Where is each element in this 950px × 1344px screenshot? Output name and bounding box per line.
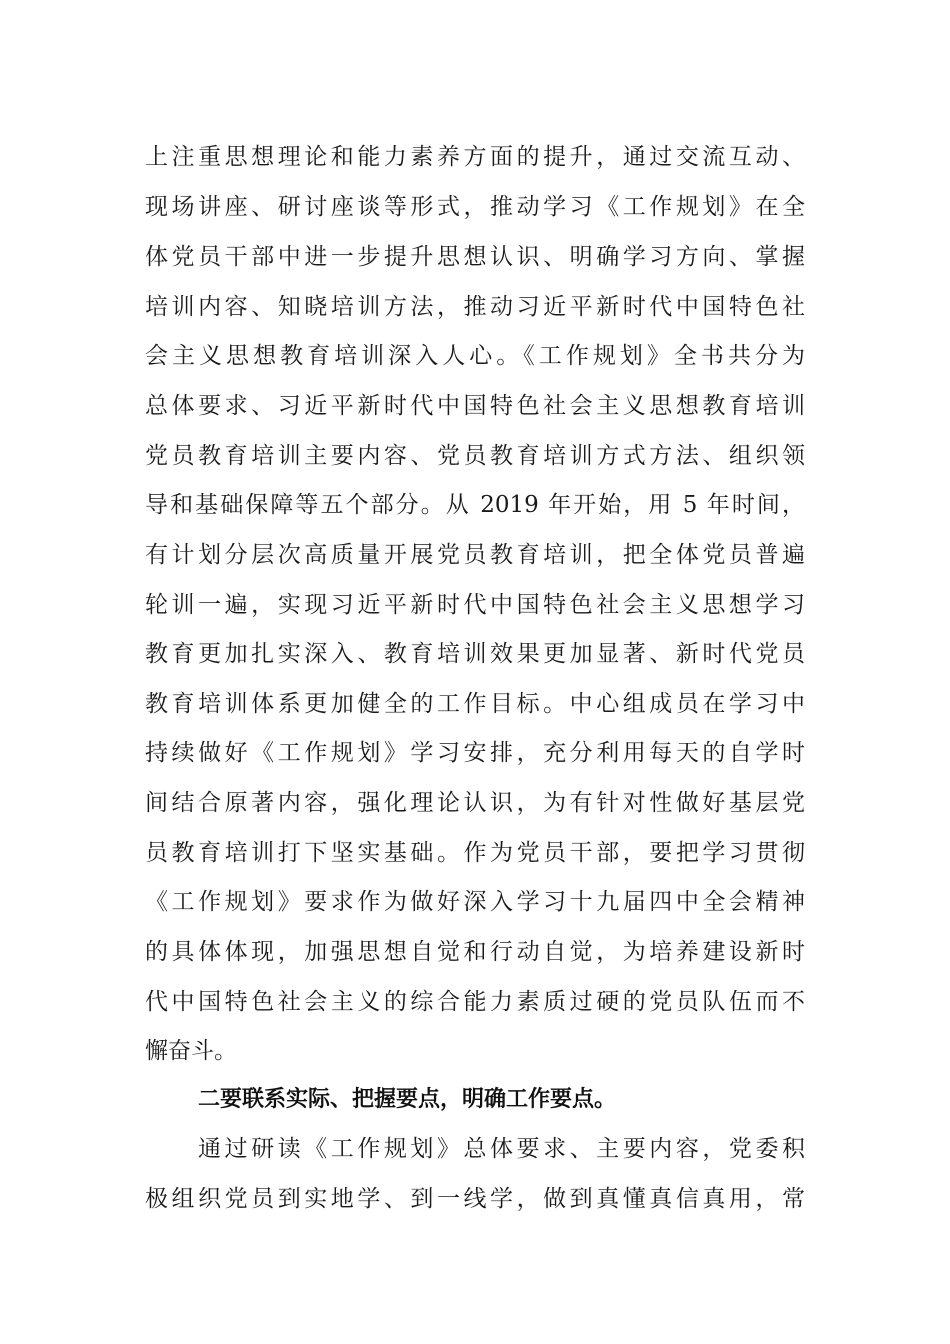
- body-text-line: 教育更加扎实深入、教育培训效果更加显著、新时代党员: [145, 641, 805, 667]
- body-text-line: 体党员干部中进一步提升思想认识、明确学习方向、掌握: [145, 244, 805, 270]
- body-text-line: 懈奋斗。: [145, 1038, 237, 1064]
- body-text-line: 员教育培训打下坚实基础。作为党员干部，要把学习贯彻: [145, 840, 805, 866]
- body-text-line: 党员教育培训主要内容、党员教育培训方式方法、组织领: [145, 443, 805, 469]
- body-text-line: 通过研读《工作规划》总体要求、主要内容，党委积: [198, 1136, 805, 1162]
- body-text-line: 《工作规划》要求作为做好深入学习十九届四中全会精神: [145, 889, 805, 915]
- body-text-line: 有计划分层次高质量开展党员教育培训，把全体党员普遍: [145, 542, 805, 568]
- body-text-line: 的具体体现，加强思想自觉和行动自觉，为培养建设新时: [145, 939, 805, 965]
- body-text-line: 轮训一遍，实现习近平新时代中国特色社会主义思想学习: [145, 592, 805, 618]
- body-text-line: 上注重思想理论和能力素养方面的提升，通过交流互动、: [145, 144, 805, 170]
- body-text-line: 间结合原著内容，强化理论认识，为有针对性做好基层党: [145, 790, 805, 816]
- body-text-line: 会主义思想教育培训深入人心。《工作规划》全书共分为: [145, 343, 805, 369]
- body-text-line: 极组织党员到实地学、到一线学，做到真懂真信真用，常: [145, 1186, 805, 1212]
- body-text-line: 导和基础保障等五个部分。从 2019 年开始，用 5 年时间，: [145, 492, 805, 518]
- body-text-line: 培训内容、知晓培训方法，推动习近平新时代中国特色社: [145, 294, 805, 320]
- section-heading: 二要联系实际、把握要点，明确工作要点。: [198, 1087, 617, 1112]
- body-text-line: 持续做好《工作规划》学习安排，充分利用每天的自学时: [145, 740, 805, 766]
- body-text-line: 现场讲座、研讨座谈等形式，推动学习《工作规划》在全: [145, 194, 805, 220]
- body-text-line: 教育培训体系更加健全的工作目标。中心组成员在学习中: [145, 691, 805, 717]
- body-text-line: 总体要求、习近平新时代中国特色社会主义思想教育培训: [145, 393, 805, 419]
- body-text-line: 代中国特色社会主义的综合能力素质过硬的党员队伍而不: [145, 989, 805, 1015]
